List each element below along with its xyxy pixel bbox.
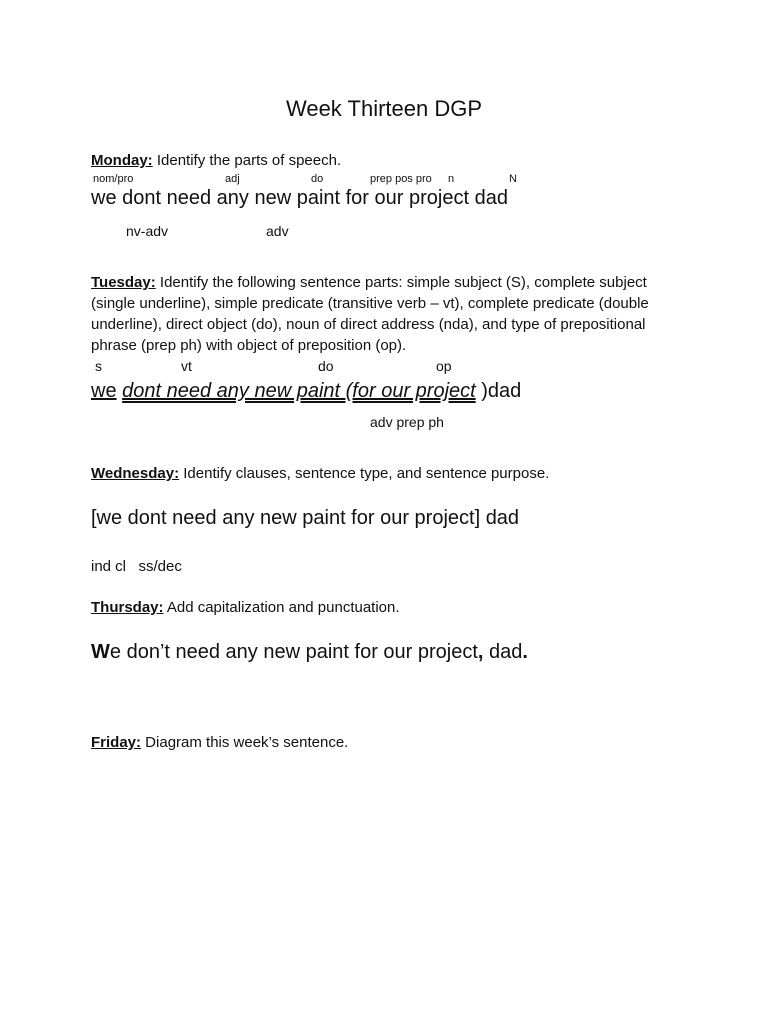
thursday-sentence-mid: e don’t need any new paint for our project (109, 641, 478, 663)
wednesday-line (91, 463, 549, 484)
monday-instruction: Identify the parts of speech. (152, 152, 342, 169)
wednesday-label: Wednesday: (91, 465, 180, 482)
tuesday-instruction: Identify the following sentence parts: simple subject (S), complete subject (single underline), simple predicate (transitive verb – vt), complete predicate (double underline), direct object (do), noun of direct address (nda), and type of prepositional phrase (prep ph) with object of preposition (op). (91, 274, 649, 354)
thursday-label: Thursday: (91, 599, 164, 616)
thursday-period: . (522, 641, 528, 663)
monday-line (91, 150, 341, 171)
tuesday-tag-op: op (436, 358, 452, 374)
friday-instruction: Diagram this week’s sentence. (141, 734, 349, 751)
monday-label: Monday: (91, 152, 153, 169)
tuesday-tag-adv-prep-ph: adv prep ph (370, 414, 444, 430)
monday-tag-nv-adv: nv-adv (126, 223, 169, 239)
tuesday-label: Tuesday: (91, 274, 156, 291)
thursday-instruction: Add capitalization and punctuation. (163, 599, 400, 616)
tuesday-complete-subject: we (91, 380, 117, 402)
monday-tag-prep-pos-pro: prep pos pro (370, 173, 432, 185)
tuesday-paragraph (91, 272, 681, 356)
tuesday-sentence (91, 380, 521, 403)
thursday-capital-w: W (91, 641, 110, 663)
monday-tag-nom-pro: nom/pro (93, 173, 134, 185)
monday-tag-adj: adj (225, 173, 240, 185)
wednesday-sentence: [we dont need any new paint for our project] dad (91, 507, 520, 529)
thursday-line (91, 597, 400, 618)
wednesday-instruction: Identify clauses, sentence type, and sentence purpose. (179, 465, 550, 482)
tuesday-tag-do: do (318, 358, 334, 374)
tuesday-tag-s: s (95, 358, 102, 374)
wednesday-analysis: ind cl ss/dec (91, 558, 182, 575)
tuesday-tag-vt: vt (181, 358, 192, 374)
page-title: Week Thirteen DGP (285, 96, 483, 121)
monday-tag-adv: adv (266, 223, 289, 239)
monday-tag-n: n (448, 173, 455, 185)
thursday-comma: , (477, 641, 484, 663)
thursday-sentence-end: dad (483, 641, 523, 663)
monday-tag-do: do (311, 173, 324, 185)
tuesday-complete-predicate: dont need any new paint (for our project (122, 380, 476, 402)
monday-sentence: we dont need any new paint for our project dad (91, 187, 508, 209)
thursday-sentence (91, 641, 528, 664)
friday-line (91, 732, 348, 753)
tuesday-sentence-rest: )dad (475, 380, 522, 402)
friday-label: Friday: (91, 734, 142, 751)
monday-tag-N: N (509, 173, 517, 185)
